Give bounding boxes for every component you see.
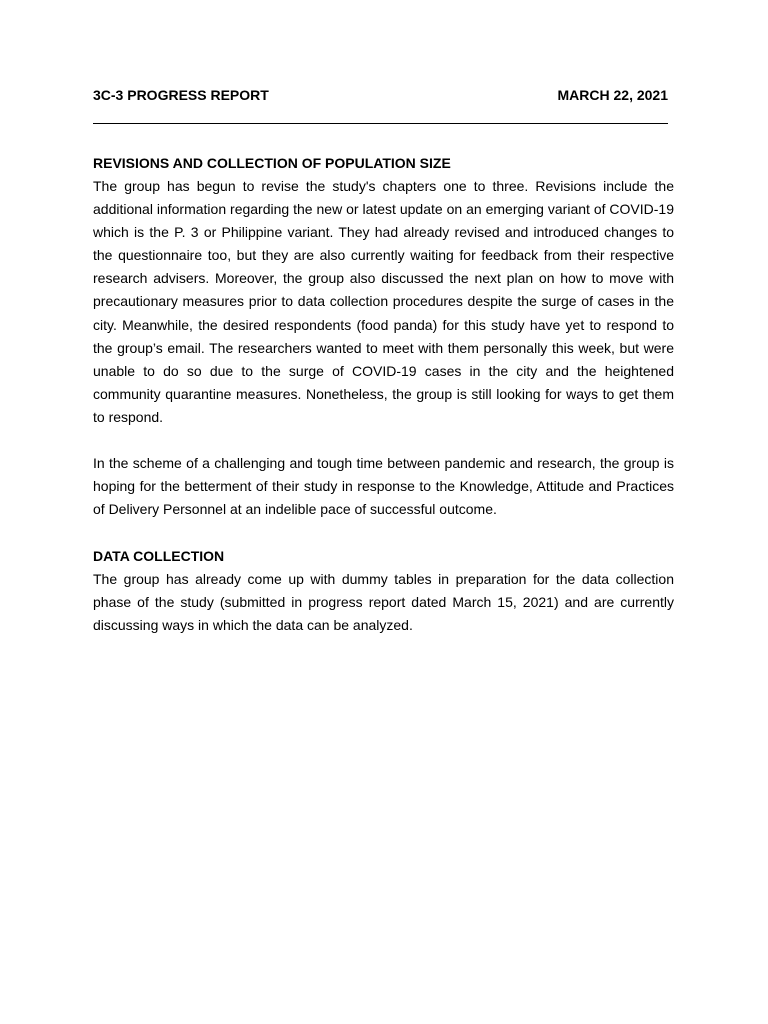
section-paragraph: In the scheme of a challenging and tough time between pandemic and research, the group is hoping for the betterment of their study in response to the Knowledge, Attitude and Practices of Delivery Personnel at an indelible pace of successful outcome. <box>93 455 674 518</box>
report-header <box>93 87 668 104</box>
section-heading: DATA COLLECTION <box>93 548 225 564</box>
section-paragraph: The group has already come up with dummy tables in preparation for the data collection phase of the study (submitted in progress report dated March 15, 2021) and are currently discussing ways in which the data can be analyzed. <box>93 571 674 634</box>
header-divider <box>93 123 668 124</box>
report-title: 3C-3 PROGRESS REPORT <box>93 87 269 103</box>
report-date: MARCH 22, 2021 <box>557 87 668 103</box>
section-paragraph: The group has begun to revise the study's chapters one to three. Revisions include the additional information regarding the new or latest update on an emerging variant of COVID-19 which is the P. 3 or Philippine variant. They had already revised and introduced changes to the questionnaire too, but they are also currently waiting for feedback from their respective research advisers. Moreover, the group also discussed the next plan on how to move with precautionary measures prior to data collection procedures despite the surge of cases in the city. Meanwhile, the desired respondents (food panda) for this study have yet to respond to the group’s email. The researchers wanted to meet with them personally this week, but were unable to do so due to the surge of COVID-19 cases in the city and the heightened community quarantine measures. Nonetheless, the group is still looking for ways to get them to respond. <box>93 178 674 425</box>
section-heading: REVISIONS AND COLLECTION OF POPULATION SIZE <box>93 155 451 171</box>
section-data-collection <box>93 545 674 637</box>
section-revisions <box>93 152 674 521</box>
